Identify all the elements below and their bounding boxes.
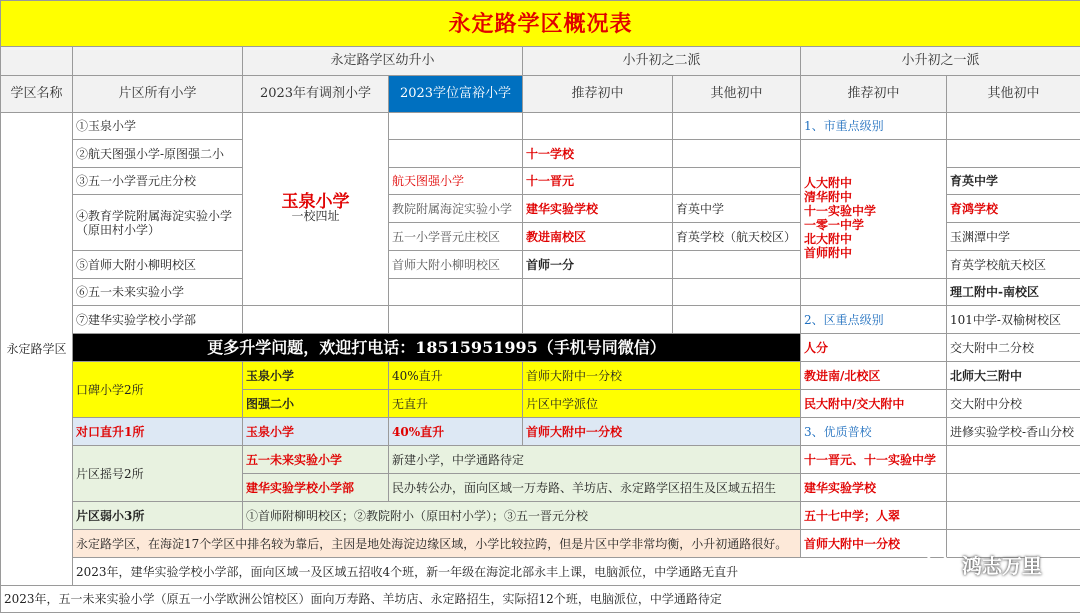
second-rec-item: 建华实验学校 — [523, 195, 673, 223]
first-other-item: 理工附中-南校区 — [947, 279, 1080, 306]
adjusted-school-note: 一校四址 — [246, 209, 385, 223]
second-rec-item: 十一晋元 — [523, 168, 673, 195]
first-rec-item: 民大附中/交大附中 — [801, 390, 947, 418]
school-item: ⑦建华实验学校小学部 — [73, 306, 243, 334]
first-other-item: 育英中学 — [947, 168, 1080, 195]
duikou-rate: 40%直升 — [389, 418, 523, 446]
adjusted-empty — [243, 306, 389, 334]
second-other-item: 育英学校（航天校区） — [673, 223, 801, 251]
second-other-empty — [673, 306, 801, 334]
rich-item: 教院附属海淀实验小学 — [389, 195, 523, 223]
first-rec-item: 建华实验学校 — [801, 474, 947, 502]
second-rec-empty — [523, 113, 673, 140]
second-other-empty — [673, 168, 801, 195]
district-name-cell: 永定路学区 — [1, 113, 73, 586]
yaohao-school: 五一未来实验小学 — [243, 446, 389, 474]
first-rec-level1: 1、市重点级别 — [801, 113, 947, 140]
koubei-target: 首师大附中一分校 — [523, 362, 801, 390]
header-first-recommended: 推荐初中 — [801, 76, 947, 113]
first-rec-item: 首师大附中一分校 — [801, 530, 947, 558]
yaohao-desc: 新建小学，中学通路待定 — [389, 446, 801, 474]
first-other-item: 北师大三附中 — [947, 362, 1080, 390]
first-other-item: 玉渊潭中学 — [947, 223, 1080, 251]
header-kinder-group: 永定路学区幼升小 — [243, 47, 523, 76]
first-rec-school: 十一实验中学 — [804, 204, 943, 218]
first-other-item: 交大附中二分校 — [947, 334, 1080, 362]
first-other-empty — [947, 474, 1080, 502]
rich-cell-empty — [389, 140, 523, 168]
first-rec-item: 十一晋元、十一实验中学 — [801, 446, 947, 474]
second-other-empty — [673, 279, 801, 306]
first-other-empty — [947, 140, 1080, 168]
note-jianhua: 2023年，建华实验学校小学部，面向区域一及区域五招收4个班，新一年级在海淀北部永丰上课，电脑派位，中学通路无直升 — [73, 558, 1080, 586]
duikou-school: 玉泉小学 — [243, 418, 389, 446]
wechat-icon — [926, 552, 956, 578]
header-rich: 2023学位富裕小学 — [389, 76, 523, 113]
school-item: ④教育学院附属海淀实验小学（原田村小学） — [73, 195, 243, 251]
school-item: ③五一小学晋元庄分校 — [73, 168, 243, 195]
second-other-empty — [673, 140, 801, 168]
koubei-rate: 40%直升 — [389, 362, 523, 390]
header-schools: 片区所有小学 — [73, 76, 243, 113]
second-other-empty — [673, 113, 801, 140]
note-wuyi: 2023年，五一未来实验小学（原五一小学欧洲公馆校区）面向万寿路、羊坊店、永定路招生，实际招12个班，电脑派位，中学通路待定 — [1, 586, 1080, 613]
first-other-item: 101中学-双榆树校区 — [947, 306, 1080, 334]
school-item: ⑥五一未来实验小学 — [73, 279, 243, 306]
koubei-label: 口碑小学2所 — [73, 362, 243, 418]
first-rec-level1-schools — [801, 140, 947, 279]
first-rec-school: 北大附中 — [804, 232, 943, 246]
watermark-text: 鸿志万里 — [962, 550, 1042, 579]
second-other-item: 育英中学 — [673, 195, 801, 223]
first-other-empty — [947, 446, 1080, 474]
school-item: ①玉泉小学 — [73, 113, 243, 140]
rich-item: 首师大附小柳明校区 — [389, 251, 523, 279]
koubei-rate: 无直升 — [389, 390, 523, 418]
header-district-name: 学区名称 — [1, 76, 73, 113]
note-summary: 永定路学区，在海淀17个学区中排名较为靠后，主因是地处海淀边缘区域，小学比较拉跨，但是片区中学非常均衡，小升初通路很好。 — [73, 530, 801, 558]
first-rec-item: 教进南/北校区 — [801, 362, 947, 390]
first-other-item: 育鸿学校 — [947, 195, 1080, 223]
ruoxiao-label: 片区弱小3所 — [73, 502, 243, 530]
adjusted-school-name: 玉泉小学 — [246, 195, 385, 209]
first-rec-item: 五十七中学；人翠 — [801, 502, 947, 530]
koubei-school: 玉泉小学 — [243, 362, 389, 390]
contact-banner: 更多升学问题，欢迎打电话：18515951995（手机号同微信） — [73, 334, 801, 362]
header-second-other: 其他初中 — [673, 76, 801, 113]
duikou-label: 对口直升1所 — [73, 418, 243, 446]
school-item: ②航天图强小学-原图强二小 — [73, 140, 243, 168]
duikou-target: 首师大附中一分校 — [523, 418, 801, 446]
first-other-item: 交大附中分校 — [947, 390, 1080, 418]
first-rec-school: 一零一中学 — [804, 218, 943, 232]
rich-cell-empty — [389, 306, 523, 334]
header-adjusted: 2023年有调剂小学 — [243, 76, 389, 113]
first-rec-level2: 2、区重点级别 — [801, 306, 947, 334]
watermark — [926, 550, 1042, 579]
first-other-empty — [947, 502, 1080, 530]
rich-item: 五一小学晋元庄校区 — [389, 223, 523, 251]
yaohao-desc: 民办转公办，面向区域一万寿路、羊坊店、永定路学区招生及区域五招生 — [389, 474, 801, 502]
second-rec-empty — [523, 306, 673, 334]
first-other-empty — [947, 113, 1080, 140]
header-first-group: 小升初之一派 — [801, 47, 1080, 76]
yaohao-school: 建华实验学校小学部 — [243, 474, 389, 502]
header-second-recommended: 推荐初中 — [523, 76, 673, 113]
first-rec-school: 首师附中 — [804, 246, 943, 260]
ruoxiao-desc: ①首师附柳明校区；②教院附小（原田村小学）；③五一晋元分校 — [243, 502, 801, 530]
koubei-target: 片区中学派位 — [523, 390, 801, 418]
header-second-group: 小升初之二派 — [523, 47, 801, 76]
school-item: ⑤首师大附小柳明校区 — [73, 251, 243, 279]
second-other-empty — [673, 251, 801, 279]
first-rec-level3: 3、优质普校 — [801, 418, 947, 446]
second-rec-item: 教进南校区 — [523, 223, 673, 251]
first-other-item: 育英学校航天校区 — [947, 251, 1080, 279]
second-rec-item: 十一学校 — [523, 140, 673, 168]
second-rec-item: 首师一分 — [523, 251, 673, 279]
rich-cell-empty — [389, 113, 523, 140]
header-blank-1 — [1, 47, 73, 76]
koubei-school: 图强二小 — [243, 390, 389, 418]
second-rec-empty — [523, 279, 673, 306]
header-first-other: 其他初中 — [947, 76, 1080, 113]
first-other-item: 进修实验学校-香山分校 — [947, 418, 1080, 446]
first-rec-empty — [801, 279, 947, 306]
first-rec-item: 人分 — [801, 334, 947, 362]
page-title: 永定路学区概况表 — [1, 1, 1080, 47]
first-rec-school: 清华附中 — [804, 190, 943, 204]
header-blank-2 — [73, 47, 243, 76]
adjusted-school-cell — [243, 113, 389, 306]
first-rec-school: 人大附中 — [804, 176, 943, 190]
rich-cell-empty — [389, 279, 523, 306]
rich-item: 航天图强小学 — [389, 168, 523, 195]
yaohao-label: 片区摇号2所 — [73, 446, 243, 502]
